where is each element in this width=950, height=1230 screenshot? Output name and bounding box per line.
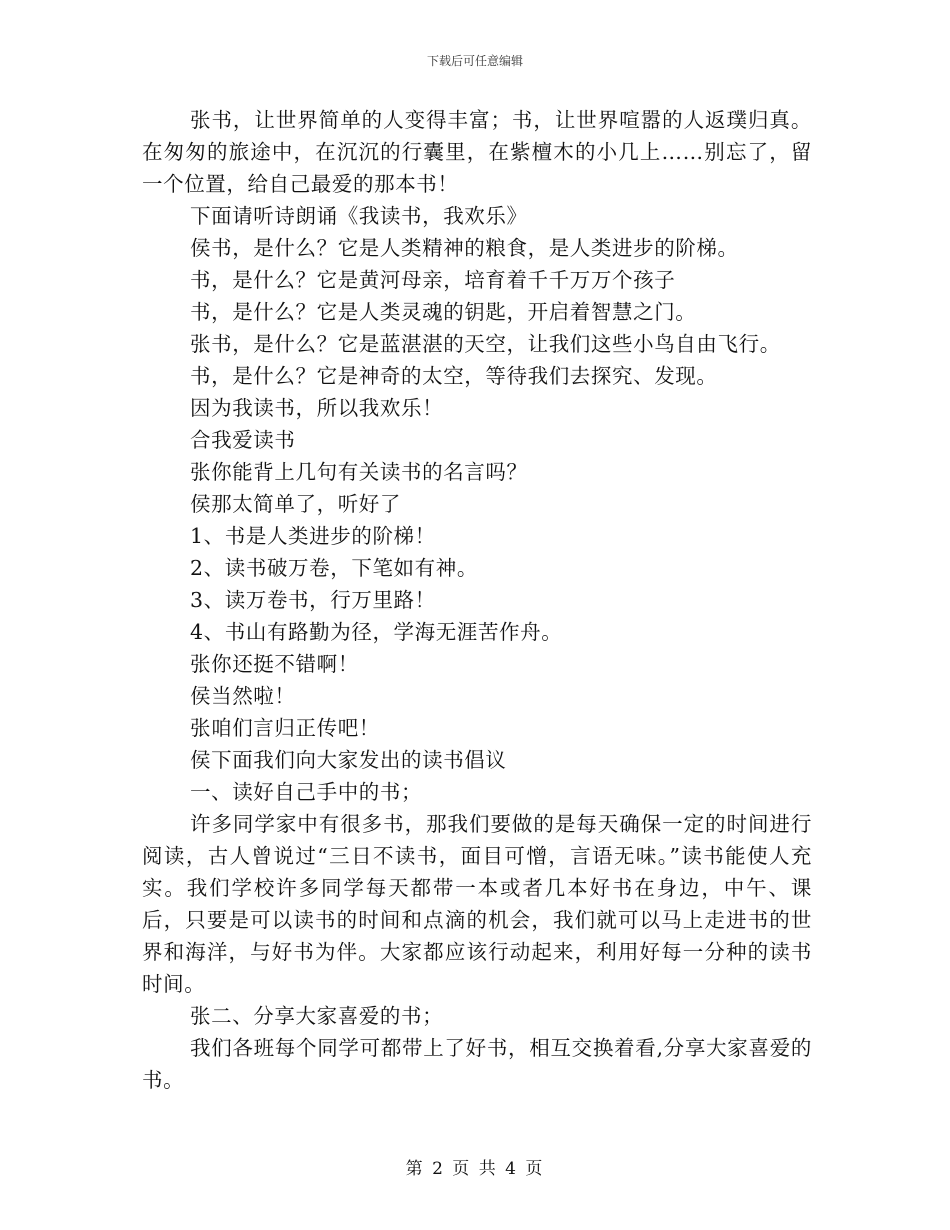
paragraph: 张你能背上几句有关读书的名言吗？ [190,460,528,484]
paragraph: 我们各班每个同学可都带上了好书，相互交换着看,分享大家喜爱的书。 [142,1036,812,1092]
paragraph: 书，是什么？它是人类灵魂的钥匙，开启着智慧之门。 [190,300,697,324]
paragraph: 张二、分享大家喜爱的书； [190,1004,444,1028]
paragraph: 4、书山有路勤为径，学海无涯苦作舟。 [190,620,563,644]
paragraph: 侯当然啦！ [190,684,296,708]
paragraph: 书，是什么？它是神奇的太空，等待我们去探究、发现。 [190,364,718,388]
paragraph: 侯下面我们向大家发出的读书倡议 [190,748,507,772]
paragraph: 1、书是人类进步的阶梯！ [190,524,436,548]
page-header: 下载后可任意编辑 [426,54,523,68]
paragraph: 下面请听诗朗诵《我读书，我欢乐》 [190,204,528,228]
paragraph: 一、读好自己手中的书； [190,780,423,804]
paragraph: 2、读书破万卷，下笔如有神。 [190,556,478,580]
paragraph: 张咱们言归正传吧！ [190,716,380,740]
paragraph: 合我爱读书 [190,428,296,452]
paragraph: 书，是什么？它是黄河母亲，培育着千千万万个孩子 [190,268,676,292]
page-footer: 第 2 页 共 4 页 [405,1159,545,1179]
paragraph: 张书，是什么？它是蓝湛湛的天空，让我们这些小鸟自由飞行。 [190,332,781,356]
paragraph: 因为我读书，所以我欢乐！ [190,396,444,420]
body-text [142,104,812,1096]
paragraph: 侯那太简单了，听好了 [190,492,401,516]
paragraph: 侯书，是什么？它是人类精神的粮食，是人类进步的阶梯。 [190,236,739,260]
paragraph: 3、读万卷书，行万里路！ [190,588,436,612]
paragraph: 张书，让世界简单的人变得丰富；书，让世界喧嚣的人返璞归真。在匆匆的旅途中，在沉沉的行囊里，在紫檀木的小几上……别忘了，留一个位置，给自己最爱的那本书！ [142,108,812,196]
paragraph: 张你还挺不错啊！ [190,652,359,676]
paragraph: 许多同学家中有很多书，那我们要做的是每天确保一定的时间进行阅读，古人曾说过“三日不读书，面目可憎，言语无味。”读书能使人充实。我们学校许多同学每天都带一本或者几本好书在身边，中午、课后，只要是可以读书的时间和点滴的机会，我们就可以马上走进书的世界和海洋，与好书为伴。大家都应该行动起来，利用好每一分种的读书时间。 [142,812,812,996]
